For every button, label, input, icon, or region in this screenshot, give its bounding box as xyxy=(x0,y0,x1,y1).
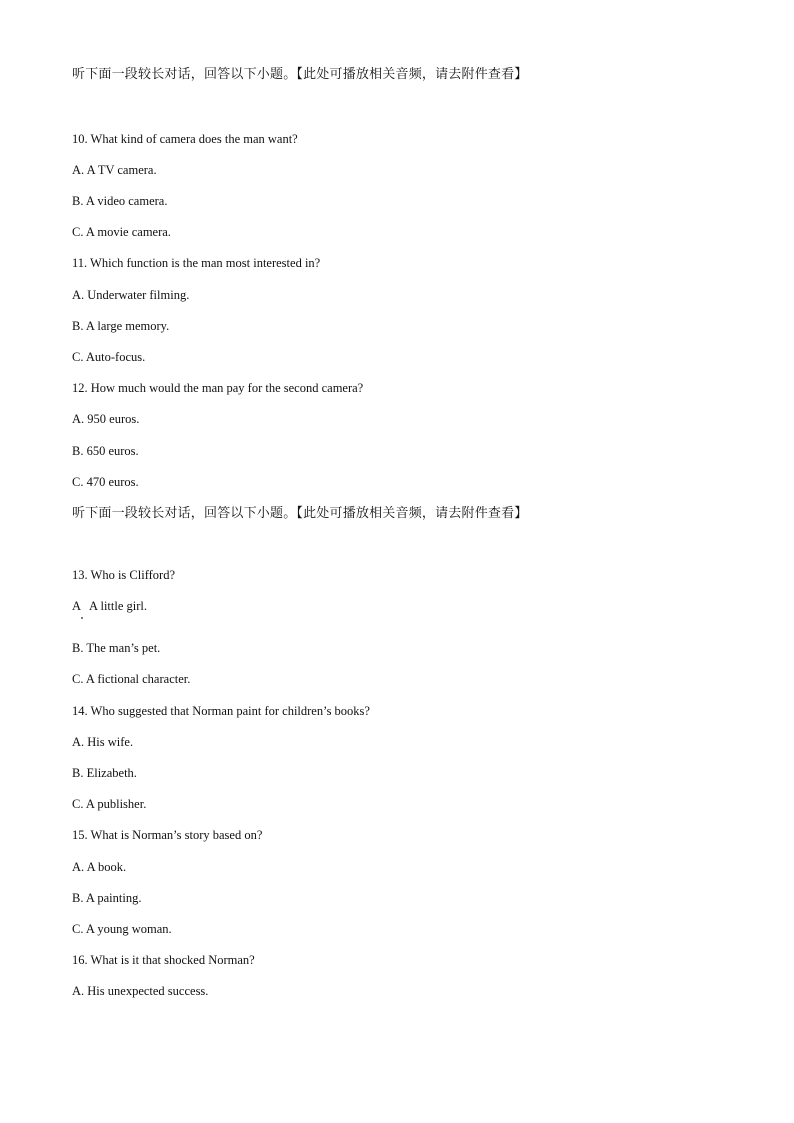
question-14-stem: 14. Who suggested that Norman paint for children’s books? xyxy=(72,704,370,718)
question-13-option-b: B. The man’s pet. xyxy=(72,641,161,655)
question-16-option-a: A. His unexpected success. xyxy=(72,984,209,998)
question-13-option-c: C. A fictional character. xyxy=(72,672,191,686)
question-11-option-a: A. Underwater filming. xyxy=(72,288,190,302)
question-10-stem: 10. What kind of camera does the man want? xyxy=(72,132,298,146)
question-12-option-b: B. 650 euros. xyxy=(72,444,139,458)
question-16-stem: 16. What is it that shocked Norman? xyxy=(72,953,255,967)
question-15-option-b: B. A painting. xyxy=(72,891,142,905)
question-11-option-b: B. A large memory. xyxy=(72,319,170,333)
question-13-stem: 13. Who is Clifford? xyxy=(72,568,176,582)
question-14-option-b: B. Elizabeth. xyxy=(72,766,137,780)
question-11-option-c: C. Auto-focus. xyxy=(72,350,146,364)
question-12-option-c: C. 470 euros. xyxy=(72,475,139,489)
question-15-option-c: C. A young woman. xyxy=(72,922,172,936)
question-15-stem: 15. What is Norman’s story based on? xyxy=(72,828,263,842)
question-10-option-c: C. A movie camera. xyxy=(72,225,171,239)
section-instruction: 听下面一段较长对话，回答以下小题。【此处可播放相关音频，请去附件查看】 xyxy=(72,505,528,520)
question-14-option-c: C. A publisher. xyxy=(72,797,147,811)
question-13-option-a: A A little girl. xyxy=(72,599,148,613)
question-11-stem: 11. Which function is the man most interested in? xyxy=(72,256,321,270)
section-instruction: 听下面一段较长对话，回答以下小题。【此处可播放相关音频，请去附件查看】 xyxy=(72,66,528,81)
question-15-option-a: A. A book. xyxy=(72,860,127,874)
question-12-option-a: A. 950 euros. xyxy=(72,412,140,426)
question-10-option-a: A. A TV camera. xyxy=(72,163,157,177)
question-14-option-a: A. His wife. xyxy=(72,735,134,749)
question-12-stem: 12. How much would the man pay for the second camera? xyxy=(72,381,364,395)
stray-dot-mark xyxy=(81,617,83,619)
question-10-option-b: B. A video camera. xyxy=(72,194,168,208)
